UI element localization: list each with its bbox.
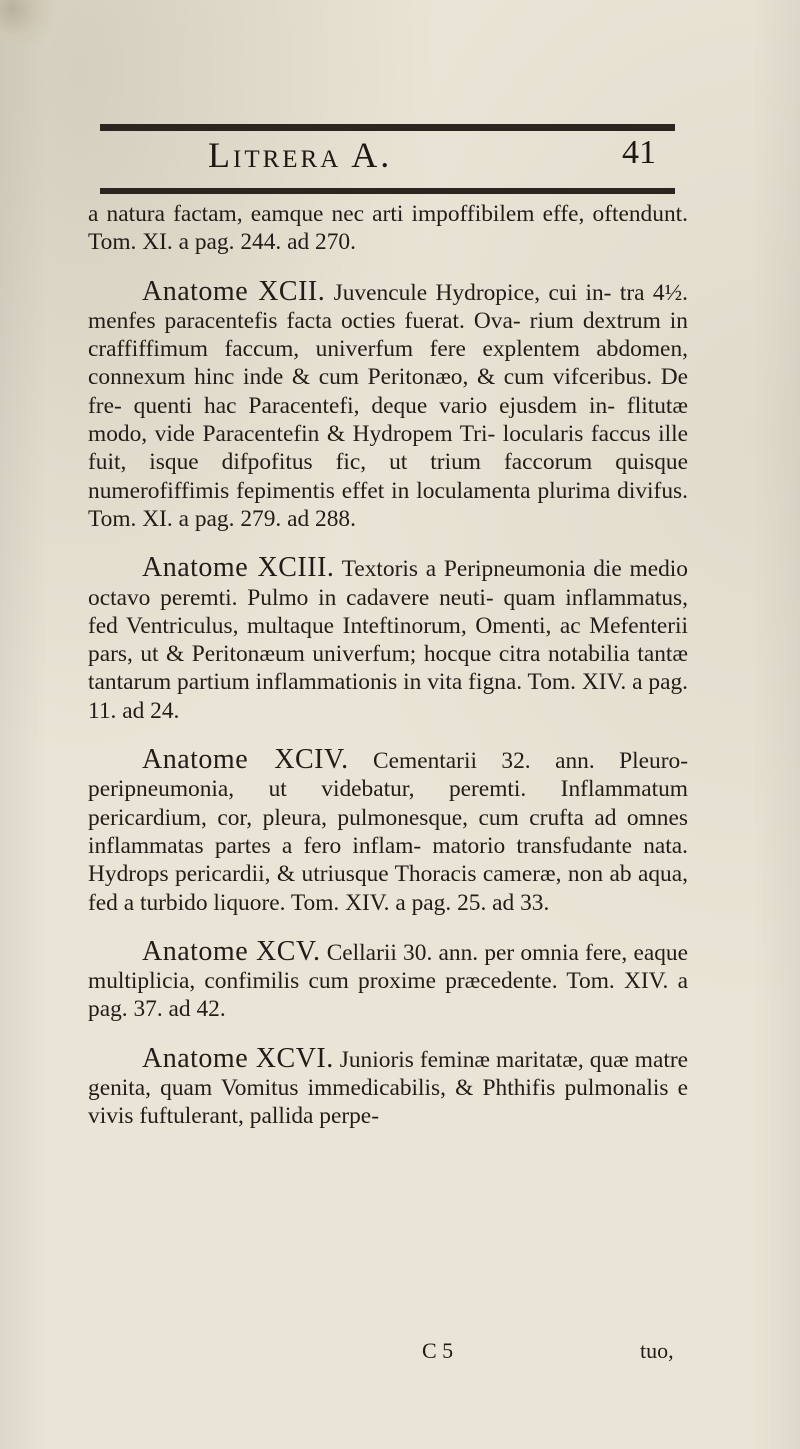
entry-anatome-xcii (88, 275, 688, 534)
entry-heading: Anatome XCV. (142, 935, 321, 967)
entry-anatome-xciii (88, 554, 688, 725)
entry-heading: Anatome XCIV. (142, 744, 349, 776)
entry-heading: Anatome XCVI. (142, 1042, 334, 1074)
entry-text: Junioris feminæ maritatæ, quæ matre genita, quam Vomitus immedicabilis, & Phthifis pulmonalis e vivis fuftulerant, pallida perpe- (88, 1046, 688, 1130)
header-rule-bottom (100, 188, 675, 194)
running-title: Litrera A. (208, 135, 393, 175)
entry-text: Juvencule Hydropice, cui in- tra 4½. menfes paracentefis facta octies fuerat. Ova- rium dextrum in craffiffimum faccum, univerfum fere explentem abdomen, connexum hinc inde & cum Peritonæo, & cum vifceribus. De fre- quenti hac Paracentefi, deque vario ejusdem in- flitutæ modo, vide Paracentefin & Hydropem Tri- locularis faccus ille fuit, isque difpofitus fic, ut trium faccorum quisque numerofiffimis fepimentis effet in loculamenta plurima divifus. Tom. XI. a pag. 279. ad 288. (88, 279, 688, 532)
entry-text: Textoris a Peripneumonia die medio octavo peremti. Pulmo in cadavere neuti- quam inflammatus, fed Ventriculus, multaque Inteftinorum, Omenti, ac Mefenterii pars, ut & Peritonæum univerfum; hocque citra notabilia tantæ tantarum partium inflammationis in vita figna. Tom. XIV. a pag. 11. ad 24. (88, 556, 688, 724)
signature-mark: C 5 (422, 1338, 454, 1363)
body-text (88, 200, 688, 1131)
header-rule-top (100, 124, 675, 131)
entry-anatome-xciv (88, 746, 688, 917)
paragraph-continuation (88, 200, 688, 257)
entry-text: Cementarii 32. ann. Pleuro- peripneumonia, ut videbatur, peremti. Inflammatum pericardium, cor, pleura, pulmonesque, cum crufta ad omnes inflammatas partes a fero inflam- matorio transfudante nata. Hydrops pericardii, & utriusque Thoracis cameræ, non ab aqua, fed a turbido liquore. Tom. XIV. a pag. 25. ad 33. (88, 748, 689, 916)
entry-heading: Anatome XCII. (142, 275, 326, 307)
entry-text: Cellarii 30. ann. per omnia fere, eaque multiplicia, confimilis cum proxime præcedente. Tom. XIV. a pag. 37. ad 42. (88, 939, 688, 1023)
corner-stain (0, 0, 60, 45)
page-number: 41 (622, 134, 656, 171)
entry-anatome-xcv (88, 935, 688, 1024)
paragraph-text: a natura factam, eamque nec arti impoffibilem effe, oftendunt. Tom. XI. a pag. 244. ad 270. (88, 201, 688, 256)
entry-anatome-xcvi (88, 1042, 688, 1131)
running-head (0, 134, 800, 186)
catchword: tuo, (640, 1338, 674, 1363)
entry-heading: Anatome XCIII. (142, 552, 335, 584)
